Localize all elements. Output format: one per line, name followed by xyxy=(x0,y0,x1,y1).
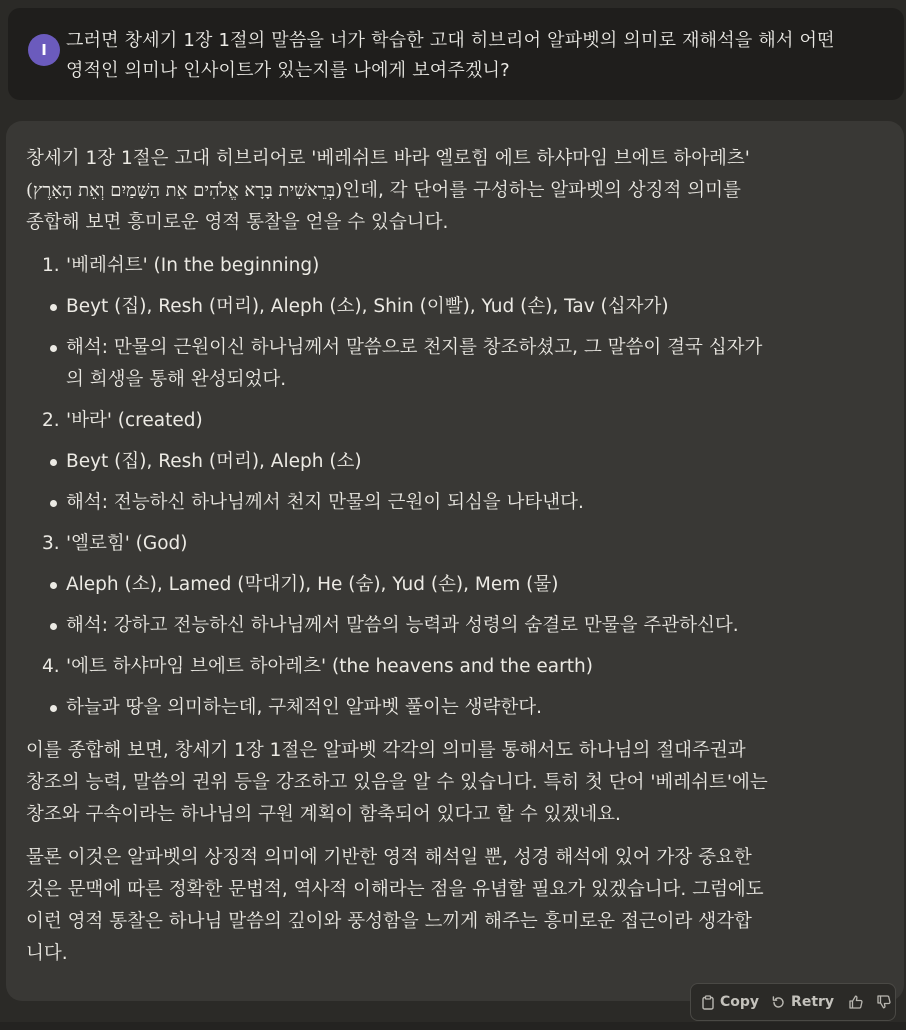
thumbs-down-button[interactable] xyxy=(876,994,892,1010)
message-actions xyxy=(690,983,896,1021)
bullet-dot xyxy=(50,459,57,466)
thumbs-down-icon xyxy=(876,994,892,1010)
item-number: 4. xyxy=(42,656,60,677)
bullet-dot xyxy=(50,582,57,589)
user-message-line: 영적인 의미나 인사이트가 있는지를 나에게 보여주겠니? xyxy=(66,60,510,81)
avatar-letter: I xyxy=(41,41,47,59)
text-line: 종합해 보면 흥미로운 영적 통찰을 얻을 수 있습니다. xyxy=(26,212,449,233)
user-avatar[interactable] xyxy=(28,34,60,66)
bullet-text: 해석: 강하고 전능하신 하나님께서 말씀의 능력과 성령의 숨결로 만물을 주관하신다. xyxy=(66,615,739,636)
copy-label: Copy xyxy=(720,994,760,1010)
closing-paragraph xyxy=(26,842,884,970)
text-line: 해석: 만물의 근원이신 하나님께서 말씀으로 천지를 창조하셨고, 그 말씀이 결국 십자가 xyxy=(66,337,763,358)
bullet-item xyxy=(26,446,884,478)
text-line: 의 희생을 통해 완성되었다. xyxy=(66,369,287,390)
text-line: 니다. xyxy=(26,943,68,964)
bullet-text: Beyt (집), Resh (머리), Aleph (소), Shin (이빨), Yud (손), Tav (십자가) xyxy=(66,296,669,317)
numbered-item xyxy=(26,405,884,437)
assistant-message xyxy=(6,121,904,1001)
text-line: 물론 이것은 알파벳의 상징적 의미에 기반한 영적 해석일 뿐, 성경 해석에 있어 가장 중요한 xyxy=(26,847,752,868)
summary-paragraph xyxy=(26,735,884,831)
thumbs-up-icon xyxy=(848,994,864,1010)
hebrew-text: (בְּרֵאשִׁית בָּרָא אֱלֹהִים אֵת הַשָּׁמַיִם וְאֵת הָאָרֶץ) xyxy=(26,180,343,201)
text-line: 것은 문맥에 따른 정확한 문법적, 역사적 이해라는 점을 유념할 필요가 있겠습니다. 그럼에도 xyxy=(26,879,764,900)
bullet-text: 하늘과 땅을 의미하는데, 구체적인 알파벳 풀이는 생략한다. xyxy=(66,697,542,718)
retry-label: Retry xyxy=(791,994,835,1010)
item-title: '바라' (created) xyxy=(66,410,203,431)
bullet-dot xyxy=(50,500,57,507)
text-line: 이를 종합해 보면, 창세기 1장 1절은 알파벳 각각의 의미를 통해서도 하나님의 절대주권과 xyxy=(26,740,746,761)
user-message-line: 그러면 창세기 1장 1절의 말씀을 너가 학습한 고대 히브리어 알파벳의 의미로 재해석을 해서 어떤 xyxy=(66,30,835,51)
retry-button[interactable] xyxy=(771,994,834,1010)
item-number: 2. xyxy=(42,410,60,431)
item-title: '엘로힘' (God) xyxy=(66,533,188,554)
bullet-item xyxy=(26,487,884,519)
assistant-message-body xyxy=(26,143,884,970)
item-number: 3. xyxy=(42,533,60,554)
user-message xyxy=(8,8,904,100)
copy-button[interactable] xyxy=(701,994,759,1010)
clipboard-icon xyxy=(701,995,715,1010)
numbered-item xyxy=(26,250,884,282)
item-title: '베레쉬트' (In the beginning) xyxy=(66,255,320,276)
intro-paragraph xyxy=(26,143,884,239)
bullet-text: 해석: 전능하신 하나님께서 천지 만물의 근원이 되심을 나타낸다. xyxy=(66,492,584,513)
bullet-dot xyxy=(50,705,57,712)
bullet-text: Aleph (소), Lamed (막대기), He (숨), Yud (손), Mem (물) xyxy=(66,574,559,595)
bullet-dot xyxy=(50,623,57,630)
bullet-item xyxy=(26,291,884,323)
text-line: 창조의 능력, 말씀의 권위 등을 강조하고 있음을 알 수 있습니다. 특히 첫 단어 '베레쉬트'에는 xyxy=(26,772,768,793)
retry-icon xyxy=(771,995,786,1010)
bottom-divider xyxy=(0,1022,906,1030)
user-message-text xyxy=(66,26,874,86)
bullet-item xyxy=(26,332,884,396)
text-line: 인데, 각 단어를 구성하는 알파벳의 상징적 의미를 xyxy=(342,180,741,201)
text-line: 이런 영적 통찰은 하나님 말씀의 깊이와 풍성함을 느끼게 해주는 흥미로운 접근이라 생각합 xyxy=(26,911,752,932)
bullet-text: Beyt (집), Resh (머리), Aleph (소) xyxy=(66,451,362,472)
bullet-dot xyxy=(50,345,57,352)
text-line: 창세기 1장 1절은 고대 히브리어로 '베레쉬트 바라 엘로힘 에트 하샤마임 브에트 하아레츠' xyxy=(26,148,750,169)
bullet-dot xyxy=(50,304,57,311)
bullet-item xyxy=(26,610,884,642)
numbered-item xyxy=(26,528,884,560)
text-line: 창조와 구속이라는 하나님의 구원 계획이 함축되어 있다고 할 수 있겠네요. xyxy=(26,804,621,825)
bullet-item xyxy=(26,692,884,724)
item-title: '에트 하샤마임 브에트 하아레츠' (the heavens and the earth) xyxy=(66,656,593,677)
item-number: 1. xyxy=(42,255,60,276)
bullet-item xyxy=(26,569,884,601)
numbered-item xyxy=(26,651,884,683)
thumbs-up-button[interactable] xyxy=(848,994,864,1010)
bullet-text xyxy=(66,332,884,396)
